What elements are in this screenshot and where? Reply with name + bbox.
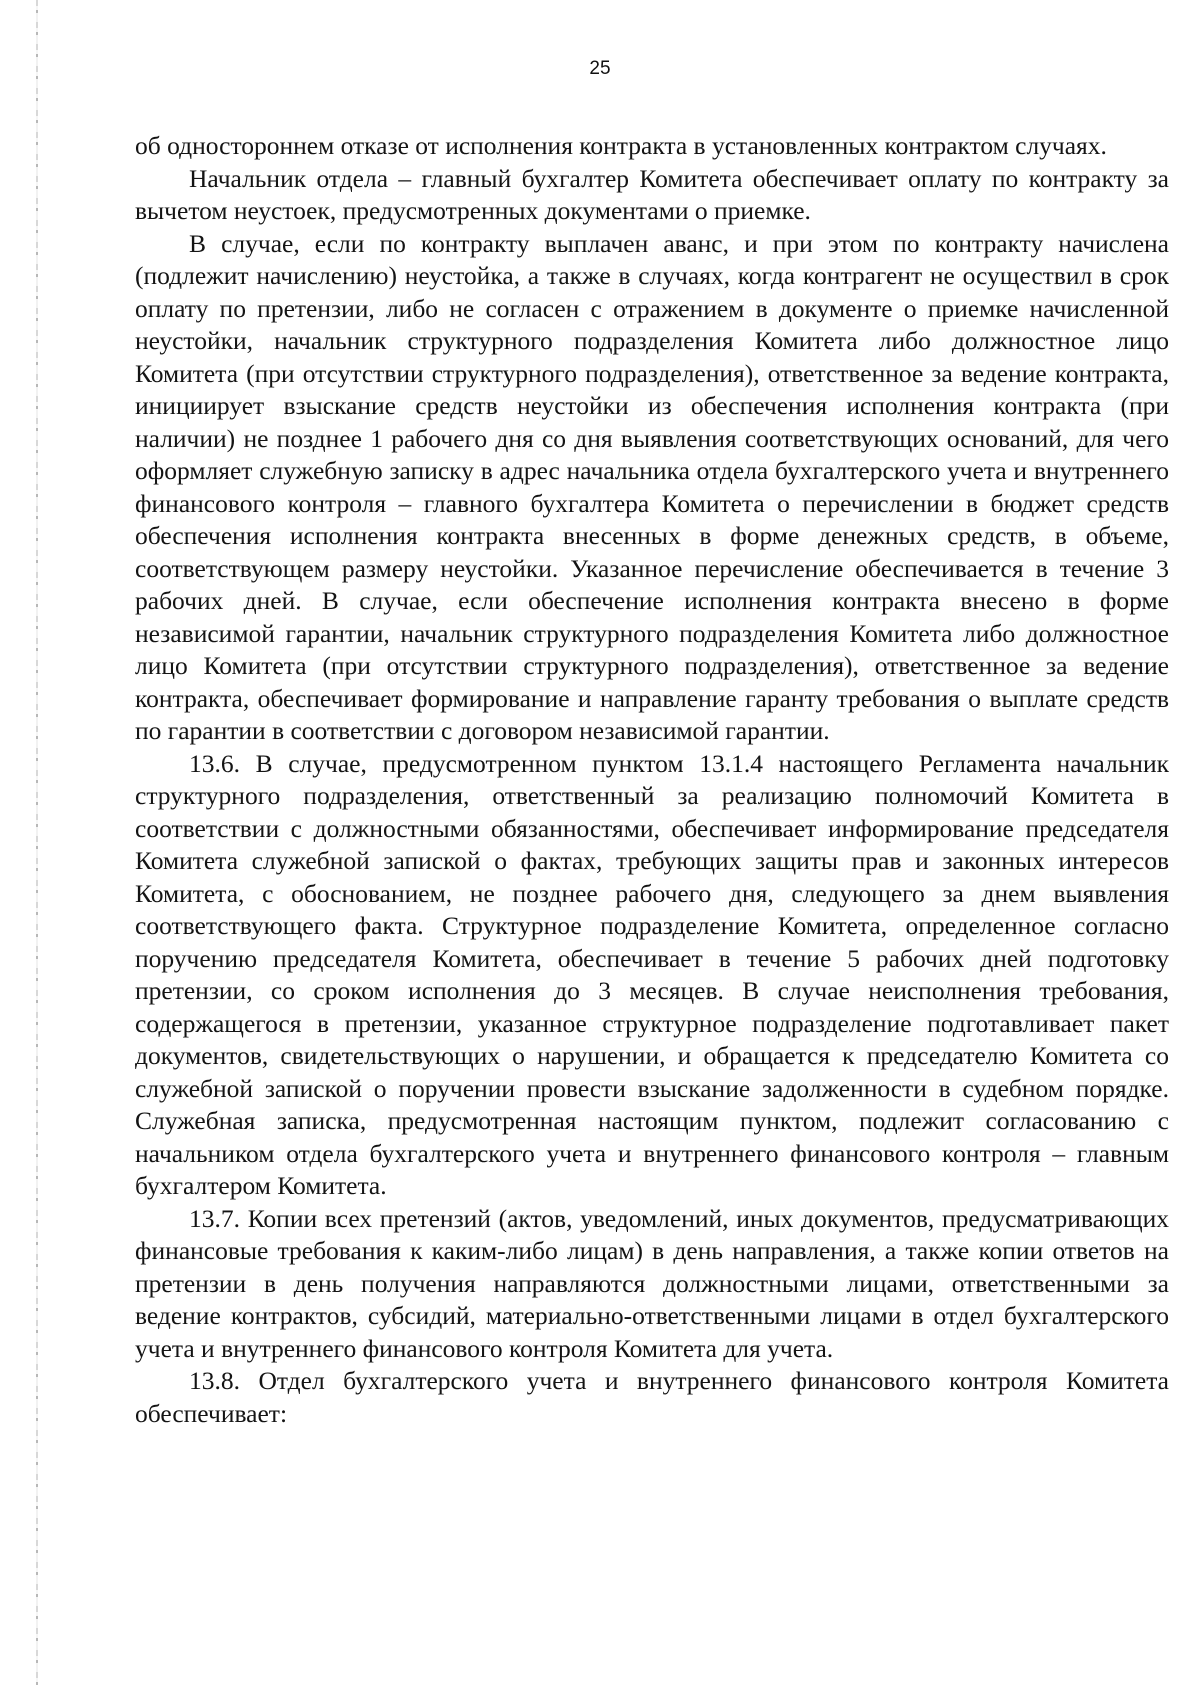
paragraph-13-8: 13.8. Отдел бухгалтерского учета и внутреннего финансового контроля Комитета обеспечивает: — [135, 1366, 1169, 1428]
paragraph-13-6: 13.6. В случае, предусмотренном пунктом 13.1.4 настоящего Регламента начальник структурного подразделения, ответственный за реализацию полномочий Комитета в соответствии с должностными обязанностями, обеспечивает информирование председателя Комитета служебной запиской о фактах, требующих защиты прав и законных интересов Комитета, с обоснованием, не позднее рабочего дня, следующего за днем выявления соответствующего факта. Структурное подразделение Комитета, определенное согласно поручению председателя Комитета, обеспечивает в течение 5 рабочих дней подготовку претензии, со сроком исполнения до 3 месяцев. В случае неисполнения требования, содержащегося в претензии, указанное структурное подразделение подготавливает пакет документов, свидетельствующих о нарушении, и обращается к председателю Комитета со служебной запиской о поручении провести взыскание задолженности в судебном порядке. Служебная записка, предусмотренная настоящим пунктом, подлежит согласованию с начальником отдела бухгалтерского учета и внутреннего финансового контроля – главным бухгалтером Комитета. — [135, 748, 1169, 1200]
document-body — [135, 130, 1169, 1430]
paragraph-chief-accountant-payment: Начальник отдела – главный бухгалтер Комитета обеспечивает оплату по контракту за вычетом неустоек, предусмотренных документами о приемке. — [135, 163, 1169, 225]
page-number: 25 — [589, 58, 611, 79]
scan-edge-artifact — [36, 0, 38, 1685]
paragraph-penalty-recovery: В случае, если по контракту выплачен аванс, и при этом по контракту начислена (подлежит начислению) неустойка, а также в случаях, когда контрагент не осуществил в срок оплату по претензии, либо не согласен с отражением в документе о приемке начисленной неустойки, начальник структурного подразделения Комитета либо должностное лицо Комитета (при отсутствии структурного подразделения), ответственное за ведение контракта, инициирует взыскание средств неустойки из обеспечения исполнения контракта (при наличии) не позднее 1 рабочего дня со дня выявления соответствующих оснований, для чего оформляет служебную записку в адрес начальника отдела бухгалтерского учета и внутреннего финансового контроля – главного бухгалтера Комитета о перечислении в бюджет средств обеспечения исполнения контракта внесенных в форме денежных средств, в объеме, соответствующем размеру неустойки. Указанное перечисление обеспечивается в течение 3 рабочих дней. В случае, если обеспечение исполнения контракта внесено в форме независимой гарантии, начальник структурного подразделения Комитета либо должностное лицо Комитета (при отсутствии структурного подразделения), ответственное за ведение контракта, обеспечивает формирование и направление гаранту требования о выплате средств по гарантии в соответствии с договором независимой гарантии. — [135, 228, 1169, 745]
paragraph-contract-refusal: об одностороннем отказе от исполнения контракта в установленных контрактом случаях. — [135, 131, 1107, 160]
paragraph-13-7: 13.7. Копии всех претензий (актов, уведомлений, иных документов, предусматривающих финансовые требования к каким-либо лицам) в день направления, а также копии ответов на претензии в день получения направляются должностными лицами, ответственными за ведение контрактов, субсидий, материально-ответственными лицами в отдел бухгалтерского учета и внутреннего финансового контроля Комитета для учета. — [135, 1203, 1169, 1363]
